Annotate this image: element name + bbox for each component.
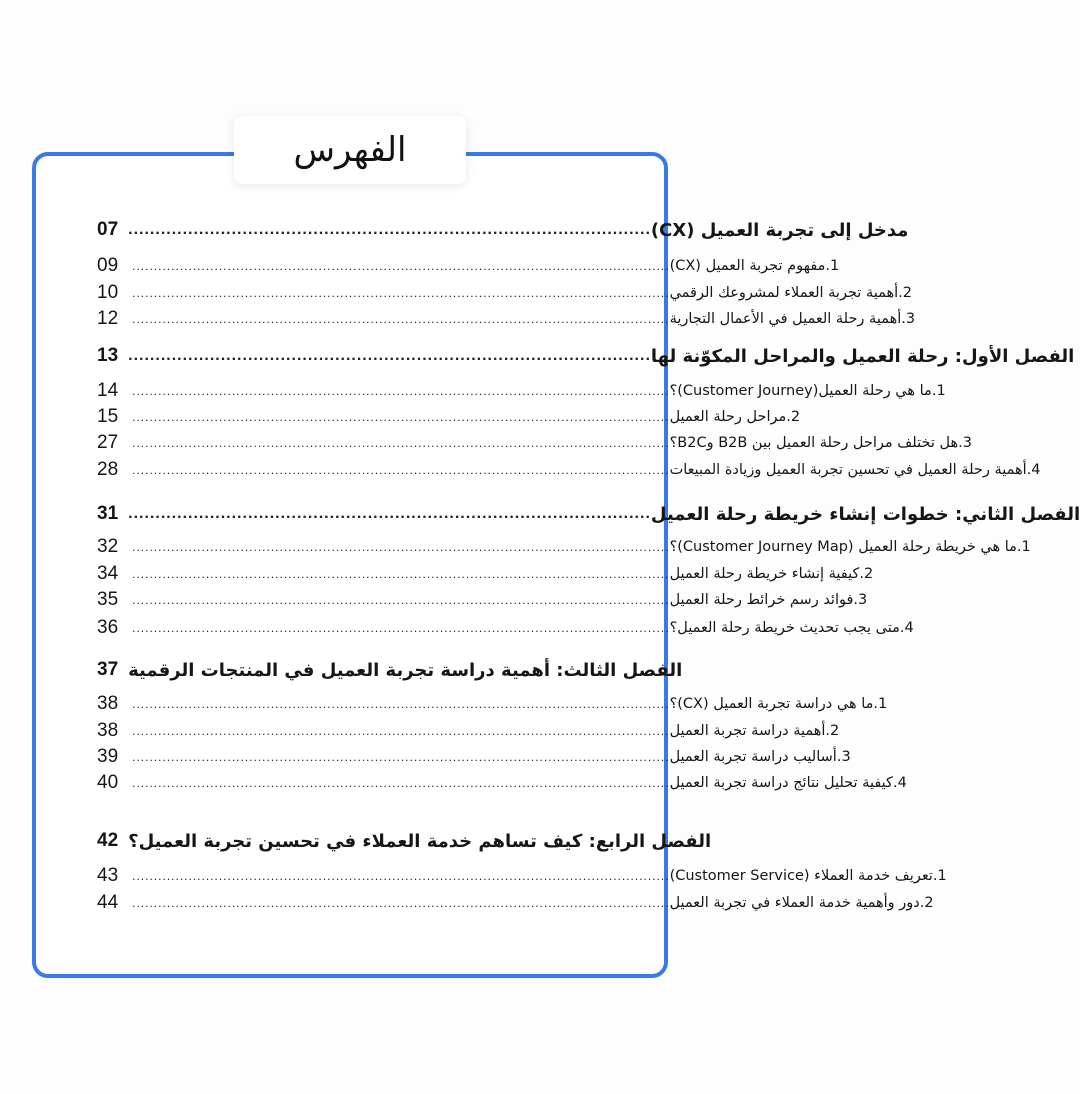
toc-item[interactable] (97, 693, 888, 715)
item-page-number: 15 (97, 406, 119, 427)
item-page-number: 38 (97, 693, 119, 714)
item-title: 3.هل تختلف مراحل رحلة العميل بين B2B وB2C؟ (669, 435, 972, 451)
item-page-number: 10 (97, 282, 119, 303)
chapter-page-number: 13 (97, 345, 119, 366)
item-title: 2.أهمية دراسة تجربة العميل (669, 723, 840, 739)
item-page-number: 36 (97, 617, 119, 638)
toc-item[interactable] (97, 865, 947, 887)
item-title: 3.أساليب دراسة تجربة العميل (669, 749, 851, 765)
chapter-title: الفصل الثاني: خطوات إنشاء خريطة رحلة العميل (650, 503, 1080, 525)
item-page-number: 27 (97, 432, 119, 453)
toc-chapter[interactable] (97, 828, 712, 854)
toc-item[interactable] (97, 563, 874, 585)
toc-item[interactable] (97, 746, 851, 768)
toc-item[interactable] (97, 282, 913, 304)
item-page-number: 32 (97, 536, 119, 557)
item-page-number: 39 (97, 746, 119, 767)
dot-leader: ............................................................................................................................ (132, 463, 670, 477)
dot-leader: ............................................................................................................................ (132, 410, 670, 424)
item-page-number: 43 (97, 865, 119, 886)
toc-item[interactable] (97, 380, 946, 402)
dot-leader: ............................................................................................................................ (132, 750, 670, 764)
toc-item[interactable] (97, 589, 868, 611)
item-page-number: 38 (97, 720, 119, 741)
chapter-page-number: 31 (97, 503, 119, 524)
dot-leader: ............................................................................................................................ (132, 621, 670, 635)
item-title: 1.ما هي خريطة رحلة العميل (Customer Journey Map)؟ (669, 539, 1031, 555)
toc-chapter[interactable] (97, 657, 683, 683)
dot-leader: ................................................................................................ (128, 221, 651, 238)
dot-leader: ............................................................................................................................ (132, 593, 670, 607)
chapter-title: الفصل الثالث: أهمية دراسة تجربة العميل في المنتجات الرقمية (128, 659, 683, 681)
title-card (234, 116, 466, 184)
dot-leader: ............................................................................................................................ (132, 724, 670, 738)
page-title: الفهرس (293, 130, 407, 170)
chapter-page-number: 42 (97, 830, 119, 851)
dot-leader: ................................................................................................ (128, 347, 651, 364)
item-page-number: 40 (97, 772, 119, 793)
dot-leader: ............................................................................................................................ (132, 259, 670, 273)
toc-item[interactable] (97, 459, 1041, 481)
dot-leader: ............................................................................................................................ (132, 286, 670, 300)
toc-chapter[interactable] (97, 343, 1075, 369)
chapter-page-number: 37 (97, 659, 119, 680)
toc-item[interactable] (97, 536, 1031, 558)
chapter-title: الفصل الرابع: كيف تساهم خدمة العملاء في تحسين تجربة العميل؟ (128, 830, 712, 852)
toc-item[interactable] (97, 617, 914, 639)
toc-item[interactable] (97, 772, 907, 794)
dot-leader: ................................................................................................ (128, 505, 651, 522)
dot-leader: ............................................................................................................................ (132, 697, 670, 711)
item-title: 4.أهمية رحلة العميل في تحسين تجربة العميل وزيادة المبيعات (669, 462, 1041, 478)
item-page-number: 44 (97, 892, 119, 913)
toc-item[interactable] (97, 720, 840, 742)
dot-leader: ............................................................................................................................ (132, 896, 670, 910)
item-title: 1.ما هي دراسة تجربة العميل (CX)؟ (669, 696, 888, 712)
toc-item[interactable] (97, 255, 840, 277)
item-page-number: 35 (97, 589, 119, 610)
item-page-number: 12 (97, 308, 119, 329)
item-title: 1.مفهوم تجربة العميل (CX) (669, 258, 840, 274)
chapter-title: مدخل إلى تجربة العميل (CX) (650, 219, 909, 241)
toc-item[interactable] (97, 406, 801, 428)
dot-leader: ............................................................................................................................ (132, 567, 670, 581)
item-title: 1.تعريف خدمة العملاء (Customer Service) (669, 868, 947, 884)
dot-leader: ............................................................................................................................ (132, 312, 670, 326)
dot-leader: ............................................................................................................................ (132, 540, 670, 554)
item-page-number: 14 (97, 380, 119, 401)
dot-leader: ............................................................................................................................ (132, 869, 670, 883)
item-title: 4.متى يجب تحديث خريطة رحلة العميل؟ (669, 620, 914, 636)
item-title: 2.مراحل رحلة العميل (669, 409, 801, 425)
item-title: 2.كيفية إنشاء خريطة رحلة العميل (669, 566, 874, 582)
dot-leader: ............................................................................................................................ (132, 776, 670, 790)
item-page-number: 09 (97, 255, 119, 276)
item-title: 4.كيفية تحليل نتائج دراسة تجربة العميل (669, 775, 907, 791)
toc-chapter[interactable] (97, 501, 1080, 527)
item-page-number: 34 (97, 563, 119, 584)
dot-leader: ............................................................................................................................ (132, 436, 670, 450)
item-page-number: 28 (97, 459, 119, 480)
item-title: 2.دور وأهمية خدمة العملاء في تجربة العميل (669, 895, 934, 911)
item-title: 1.ما هي رحلة العميل(Customer Journey)؟ (669, 383, 946, 399)
toc-item[interactable] (97, 308, 916, 330)
chapter-page-number: 07 (97, 219, 119, 240)
item-title: 3.فوائد رسم خرائط رحلة العميل (669, 592, 868, 608)
dot-leader: ............................................................................................................................ (132, 384, 670, 398)
toc-item[interactable] (97, 892, 934, 914)
toc-chapter[interactable] (97, 217, 909, 243)
item-title: 3.أهمية رحلة العميل في الأعمال التجارية (669, 311, 916, 327)
item-title: 2.أهمية تجربة العملاء لمشروعك الرقمي (669, 285, 913, 301)
chapter-title: الفصل الأول: رحلة العميل والمراحل المكوّنة لها (650, 345, 1075, 367)
toc-item[interactable] (97, 432, 972, 454)
